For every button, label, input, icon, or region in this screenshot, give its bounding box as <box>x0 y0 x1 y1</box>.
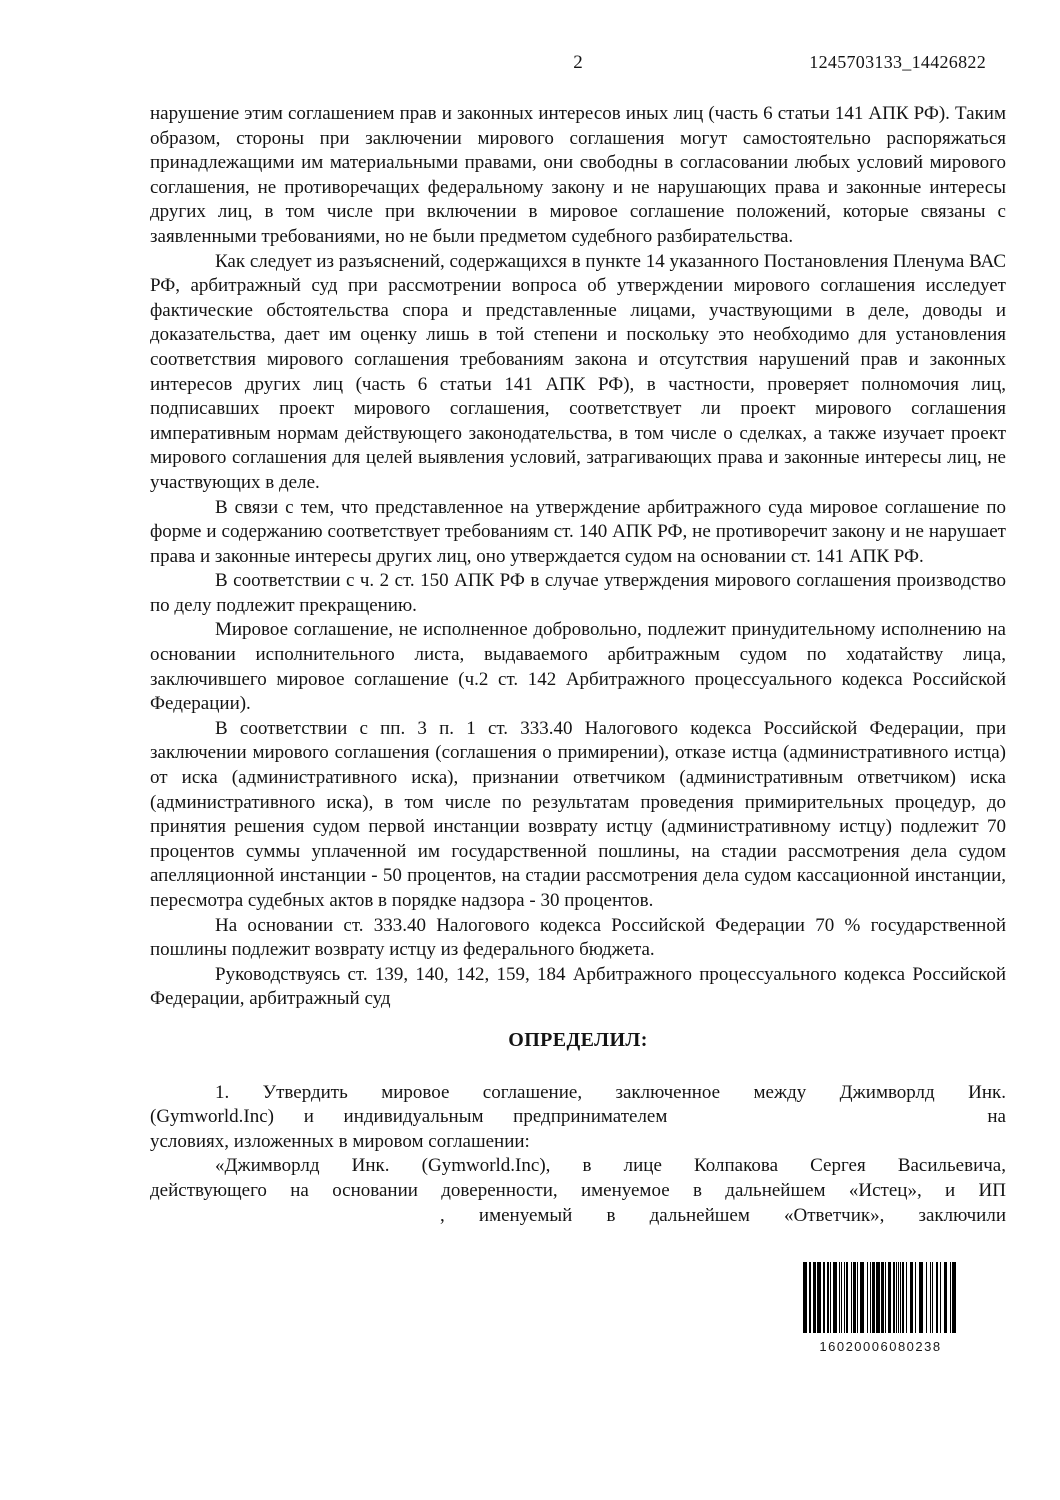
document-line: действующего на основании доверенности, именуемое в дальнейшем «Истец», и ИП <box>150 1179 1006 1201</box>
paragraph: В связи с тем, что представленное на утверждение арбитражного суда мировое соглашение по форме и содержанию соответствует требованиям ст. 140 АПК РФ, не противоречит закону и не нарушает права и законные интересы других лиц, оно утверждается судом на основании ст. 141 АПК РФ. <box>150 496 1006 567</box>
paragraph-with-redactions <box>150 1154 1006 1228</box>
document-line: , именуемый в дальнейшем «Ответчик», заключили <box>150 1204 1006 1229</box>
page-number: 2 <box>573 52 583 73</box>
page-header <box>150 52 1006 78</box>
redacted-gap <box>150 1219 440 1221</box>
document-line: «Джимворлд Инк. (Gymworld.Inc), в лице Колпакова Сергея Васильевича, <box>215 1155 1006 1177</box>
barcode <box>803 1262 958 1360</box>
barcode-bars-icon <box>803 1262 958 1333</box>
document-line: условиях, изложенных в мировом соглашении: <box>150 1130 530 1152</box>
paragraph: На основании ст. 333.40 Налогового кодекса Российской Федерации 70 % государственной пошлины подлежит возврату истцу из федерального бюджета. <box>150 914 1006 961</box>
paragraph: В соответствии с пп. 3 п. 1 ст. 333.40 Налогового кодекса Российской Федерации, при заключении мирового соглашения (соглашения о примирении), отказе истца (административного истца) от иска (административного иска), признании ответчиком (административным ответчиком) иска (административного иска), в том числе по результатам проведения примирительных процедур, до принятия решения судом первой инстанции возврату истцу (административному истцу) подлежит 70 процентов суммы уплаченной им государственной пошлины, на стадии рассмотрения дела судом апелляционной инстанции - 50 процентов, на стадии рассмотрения дела судом кассационной инстанции, пересмотра судебных актов в порядке надзора - 30 процентов. <box>150 717 1006 911</box>
document-line: 1. Утвердить мировое соглашение, заключенное между Джимворлд Инк. <box>215 1081 1006 1103</box>
barcode-value: 16020006080238 <box>819 1339 942 1355</box>
document-body <box>150 102 1006 1360</box>
paragraph: нарушение этим соглашением прав и законных интересов иных лиц (часть 6 статьи 141 АПК РФ). Таким образом, стороны при заключении мирового соглашения могут самостоятельно распоряжаться принадлежащими им материальными правами, они свободны в согласовании любых условий мирового соглашения, не противоречащих федеральному закону и не нарушающих права и законные интересы других лиц, в том числе при включении в мировое соглашение положений, которые связаны с заявленными требованиями, но не были предметом судебного разбирательства. <box>150 103 1006 247</box>
document-line: (Gymworld.Inc) и индивидуальным предпринимателем на <box>150 1106 1006 1128</box>
paragraph: В соответствии с ч. 2 ст. 150 АПК РФ в случае утверждения мирового соглашения производство по делу подлежит прекращению. <box>150 570 1006 616</box>
paragraph: Мировое соглашение, не исполненное добровольно, подлежит принудительному исполнению на основании исполнительного листа, выдаваемого арбитражным судом по ходатайству лица, заключившего мировое соглашение (ч.2 ст. 142 Арбитражного процессуального кодекса Российской Федерации). <box>150 619 1006 715</box>
section-heading: ОПРЕДЕЛИЛ: <box>508 1028 648 1051</box>
redacted-gap <box>667 1120 987 1122</box>
paragraph-with-redactions <box>150 1081 1006 1155</box>
document-id: 1245703133_14426822 <box>809 52 986 72</box>
paragraph: Как следует из разъяснений, содержащихся в пункте 14 указанного Постановления Пленума ВАС РФ, арбитражный суд при рассмотрении вопроса об утверждении мирового соглашения исследует фактические обстоятельства спора и представленные лицами, участвующими в деле, доводы и доказательства, дает им оценку лишь в той степени и поскольку это необходимо для установления соответствия мирового соглашения требованиям закона и отсутствия нарушений прав и законных интересов других лиц (часть 6 статьи 141 АПК РФ), в частности, проверяет полномочия лиц, подписавших проект мирового соглашения, соответствует ли проект мирового соглашения императивным нормам действующего законодательства, в том числе о сделках, а также изучает проект мирового соглашения для целей выявления условий, затрагивающих права и законные интересы лиц, не участвующих в деле. <box>150 250 1006 493</box>
paragraph: Руководствуясь ст. 139, 140, 142, 159, 184 Арбитражного процессуального кодекса Российской Федерации, арбитражный суд <box>150 963 1006 1010</box>
